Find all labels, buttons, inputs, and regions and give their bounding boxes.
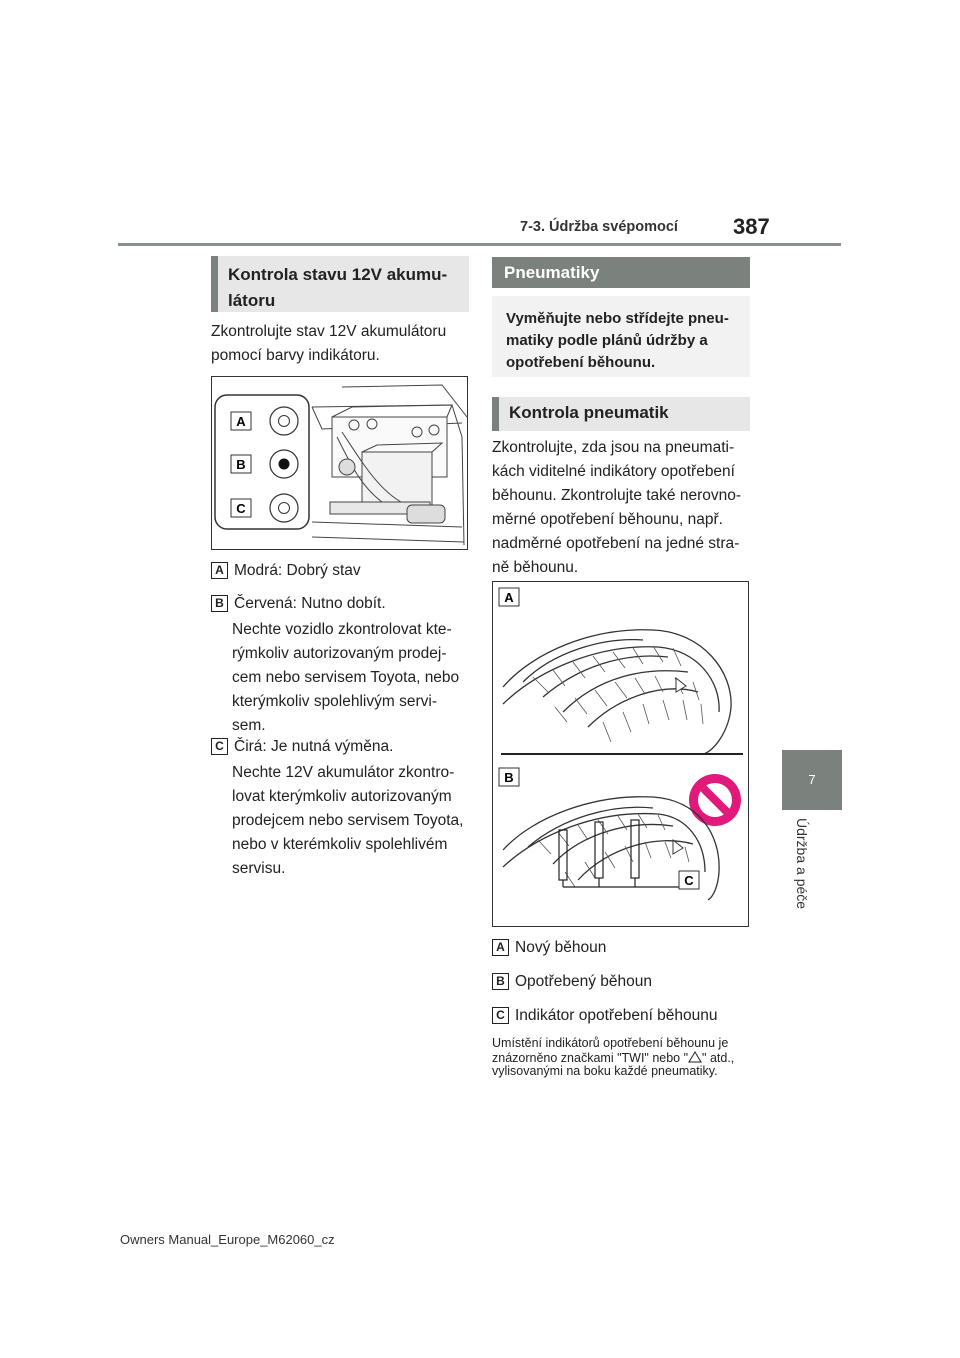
battery-illustration bbox=[212, 377, 467, 549]
tires-item-c-text: Indikátor opotřebení běhounu bbox=[515, 1007, 718, 1024]
battery-item-c bbox=[211, 735, 473, 759]
chapter-tab[interactable]: 7 bbox=[782, 750, 842, 810]
item-label: C bbox=[492, 1007, 509, 1024]
battery-item-b bbox=[211, 592, 473, 616]
tires-subheading bbox=[492, 397, 750, 431]
section-title: 7-3. Údržba svépomocí bbox=[520, 219, 678, 235]
battery-item-b-text: Červená: Nutno dobít. bbox=[234, 595, 386, 612]
tires-item-c bbox=[492, 1004, 754, 1028]
header-rule bbox=[118, 243, 841, 246]
tires-item-a bbox=[492, 936, 754, 960]
tires-subheading-text: Kontrola pneumatik bbox=[509, 403, 669, 422]
tires-note-end: " atd., vylisovanými na boku každé pneumatiky. bbox=[492, 1050, 735, 1078]
page-number: 387 bbox=[733, 214, 770, 239]
tires-intro: Vyměňujte nebo střídejte pneu-matiky podle plánů údržby a opotřebení běhounu. bbox=[492, 296, 750, 377]
tire-fig-label-c: C bbox=[684, 873, 694, 888]
item-label: B bbox=[492, 973, 509, 990]
battery-item-b-detail: Nechte vozidlo zkontrolovat kte-rýmkoliv autorizovaným prodej-cem nebo servisem Toyota, nebo kterýmkoliv spolehlivým servi-sem. bbox=[232, 621, 460, 734]
item-label: A bbox=[492, 939, 509, 956]
item-label: A bbox=[211, 562, 228, 579]
footer: Owners Manual_Europe_M62060_cz bbox=[120, 1232, 335, 1247]
tires-body: Zkontrolujte, zda jsou na pneumati-kách viditelné indikátory opotřebení běhounu. Zkontrolujte také nerovno-měrné opotřebení běhounu, např. nadměrné opotřebení na jedné stra-ně běhounu. bbox=[492, 439, 742, 576]
battery-heading-text: Kontrola stavu 12V akumu-látoru bbox=[228, 265, 448, 310]
battery-figure bbox=[211, 376, 468, 550]
tires-item-b bbox=[492, 970, 754, 994]
battery-item-c-detail: Nechte 12V akumulátor zkontro-lovat kterýmkoliv autorizovaným prodejcem nebo servisem Toyota, nebo v kterémkoliv spolehlivém servisu. bbox=[232, 764, 464, 877]
tire-illustration bbox=[493, 582, 748, 926]
tires-item-a-text: Nový běhoun bbox=[515, 939, 607, 956]
tires-note-start: Umístění indikátorů opotřebení běhounu je znázorněno značkami "TWI" nebo " bbox=[492, 1036, 729, 1065]
battery-heading bbox=[211, 256, 469, 312]
item-label: B bbox=[211, 595, 228, 612]
tires-title: Pneumatiky bbox=[492, 257, 750, 288]
tire-fig-label-a: A bbox=[504, 590, 514, 605]
chapter-title: Údržba a péče bbox=[794, 818, 810, 910]
battery-intro: Zkontrolujte stav 12V akumulátoru pomocí barvy indikátoru. bbox=[211, 323, 447, 364]
triangle-icon bbox=[688, 1051, 702, 1063]
battery-fig-label-b: B bbox=[236, 457, 246, 472]
tire-figure bbox=[492, 581, 749, 927]
battery-fig-label-c: C bbox=[236, 501, 246, 516]
battery-item-a bbox=[211, 559, 473, 583]
battery-fig-label-a: A bbox=[236, 414, 246, 429]
item-label: C bbox=[211, 738, 228, 755]
tires-item-b-text: Opotřebený běhoun bbox=[515, 973, 653, 990]
tire-fig-label-b: B bbox=[504, 770, 514, 785]
tires-note bbox=[492, 1037, 754, 1079]
battery-item-c-text: Čirá: Je nutná výměna. bbox=[234, 738, 394, 755]
battery-item-a-text: Modrá: Dobrý stav bbox=[234, 562, 361, 579]
